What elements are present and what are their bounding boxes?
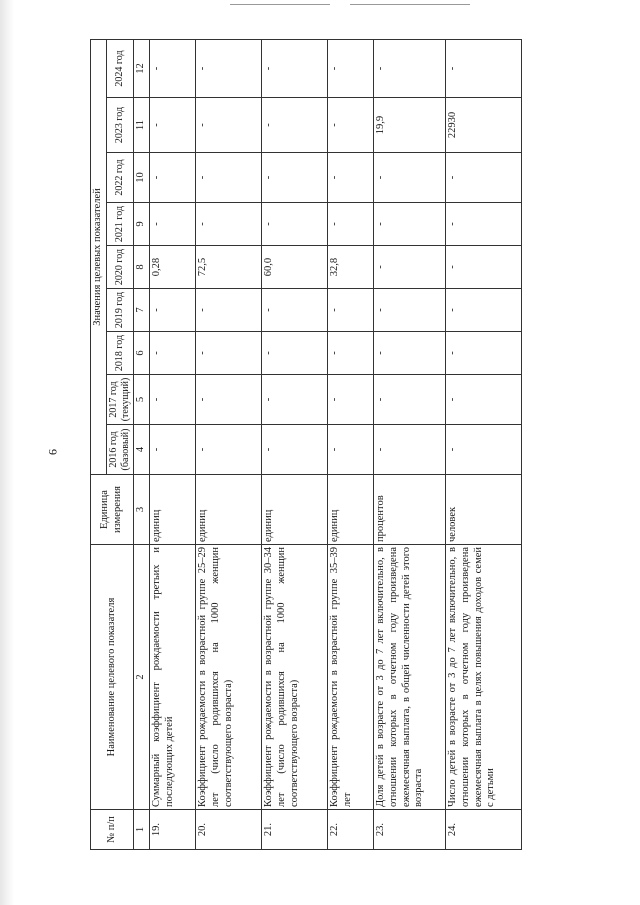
index-cell: 10 (134, 153, 150, 203)
value-cell: - (149, 425, 195, 475)
value-cell: - (327, 98, 373, 153)
index-cell: 4 (134, 425, 150, 475)
value-cell: - (149, 375, 195, 425)
table-body (149, 39, 521, 849)
indicator-name: Суммарный коэффициент рождаемости третьих и последующих детей (149, 545, 195, 810)
indicator-name: Коэффициент рождаемости в возрастной группе 35–39 лет (327, 545, 373, 810)
header-year: 2016 год (базовый) (106, 425, 133, 475)
value-cell: - (445, 153, 521, 203)
unit-cell: единиц (261, 475, 327, 545)
value-cell: - (373, 375, 445, 425)
index-cell: 12 (134, 39, 150, 97)
value-cell: - (327, 332, 373, 375)
index-cell: 7 (134, 289, 150, 332)
header-row-1 (91, 39, 107, 849)
value-cell: - (195, 375, 261, 425)
unit-cell: человек (445, 475, 521, 545)
row-number: 23. (373, 810, 445, 850)
value-cell: - (261, 425, 327, 475)
value-cell: - (149, 332, 195, 375)
unit-cell: единиц (327, 475, 373, 545)
indicator-name: Коэффициент рождаемости в возрастной группе 30–34 лет (число родившихся на 1000 женщин соответствующего возраста) (261, 545, 327, 810)
index-cell: 6 (134, 332, 150, 375)
page-number: 9 (46, 449, 60, 455)
header-year: 2024 год (106, 39, 133, 97)
value-cell: - (149, 39, 195, 97)
indicator-name: Коэффициент рождаемости в возрастной группе 25–29 лет (число родившихся на 1000 женщин соответствующего возраста) (195, 545, 261, 810)
index-cell: 9 (134, 203, 150, 246)
value-cell: - (373, 39, 445, 97)
value-cell: - (445, 375, 521, 425)
row-number: 20. (195, 810, 261, 850)
value-cell: - (195, 39, 261, 97)
value-cell: 60,0 (261, 246, 327, 289)
header-year: 2017 год (текущий) (106, 375, 133, 425)
value-cell: - (261, 289, 327, 332)
value-cell: - (261, 153, 327, 203)
value-cell: - (195, 153, 261, 203)
row-number: 19. (149, 810, 195, 850)
value-cell: - (195, 203, 261, 246)
value-cell: - (261, 203, 327, 246)
index-cell: 11 (134, 98, 150, 153)
value-cell: 19,9 (373, 98, 445, 153)
value-cell: 0,28 (149, 246, 195, 289)
value-cell: - (261, 332, 327, 375)
value-cell: - (261, 375, 327, 425)
indicator-name: Доля детей в возрасте от 3 до 7 лет включительно, в отношении которых в отчетном году произведена ежемесячная выплата, в общей численности детей этого возраста (373, 545, 445, 810)
value-cell: - (195, 425, 261, 475)
value-cell: - (327, 39, 373, 97)
header-year: 2022 год (106, 153, 133, 203)
header-year: 2023 год (106, 98, 133, 153)
row-number: 24. (445, 810, 521, 850)
value-cell: - (261, 39, 327, 97)
header-unit: Единица измерения (91, 475, 134, 545)
table-row (445, 39, 521, 849)
value-cell: - (195, 332, 261, 375)
value-cell: - (327, 425, 373, 475)
index-cell: 8 (134, 246, 150, 289)
index-cell: 5 (134, 375, 150, 425)
value-cell: - (445, 203, 521, 246)
value-cell: - (195, 98, 261, 153)
table-row (149, 39, 195, 849)
header-num: № п/п (91, 810, 134, 850)
header-year: 2018 год (106, 332, 133, 375)
index-row (134, 39, 150, 849)
row-number: 22. (327, 810, 373, 850)
value-cell: - (327, 289, 373, 332)
index-cell: 3 (134, 475, 150, 545)
table-row (373, 39, 445, 849)
value-cell: - (373, 153, 445, 203)
value-cell: - (327, 203, 373, 246)
indicator-table-rotated (90, 40, 497, 850)
value-cell: - (261, 98, 327, 153)
header-name: Наименование целевого показателя (91, 545, 134, 810)
value-cell: - (445, 39, 521, 97)
value-cell: - (445, 425, 521, 475)
value-cell: 72,5 (195, 246, 261, 289)
scan-line (230, 4, 330, 5)
value-cell: - (373, 332, 445, 375)
unit-cell: единиц (149, 475, 195, 545)
indicator-name: Число детей в возрасте от 3 до 7 лет включительно, в отношении которых в отчетном году произведена ежемесячная выплата в целях повышения доходов семей с детьми (445, 545, 521, 810)
scan-line (350, 4, 470, 5)
value-cell: - (373, 203, 445, 246)
value-cell: - (327, 375, 373, 425)
header-values-group: Значения целевых показателей (91, 39, 107, 474)
index-cell: 1 (134, 810, 150, 850)
unit-cell: единиц (195, 475, 261, 545)
table-row (195, 39, 261, 849)
unit-cell: процентов (373, 475, 445, 545)
index-cell: 2 (134, 545, 150, 810)
table-row (327, 39, 373, 849)
value-cell: - (445, 332, 521, 375)
value-cell: 32,8 (327, 246, 373, 289)
value-cell: - (445, 289, 521, 332)
value-cell: - (195, 289, 261, 332)
value-cell: - (373, 246, 445, 289)
value-cell: - (149, 98, 195, 153)
value-cell: - (149, 203, 195, 246)
value-cell: - (149, 289, 195, 332)
value-cell: - (327, 153, 373, 203)
header-year: 2019 год (106, 289, 133, 332)
indicator-table (90, 39, 522, 850)
value-cell: - (373, 289, 445, 332)
value-cell: - (445, 246, 521, 289)
value-cell: - (149, 153, 195, 203)
scan-edge (0, 0, 14, 905)
value-cell: 22930 (445, 98, 521, 153)
header-year: 2020 год (106, 246, 133, 289)
value-cell: - (373, 425, 445, 475)
header-year: 2021 год (106, 203, 133, 246)
row-number: 21. (261, 810, 327, 850)
table-row (261, 39, 327, 849)
